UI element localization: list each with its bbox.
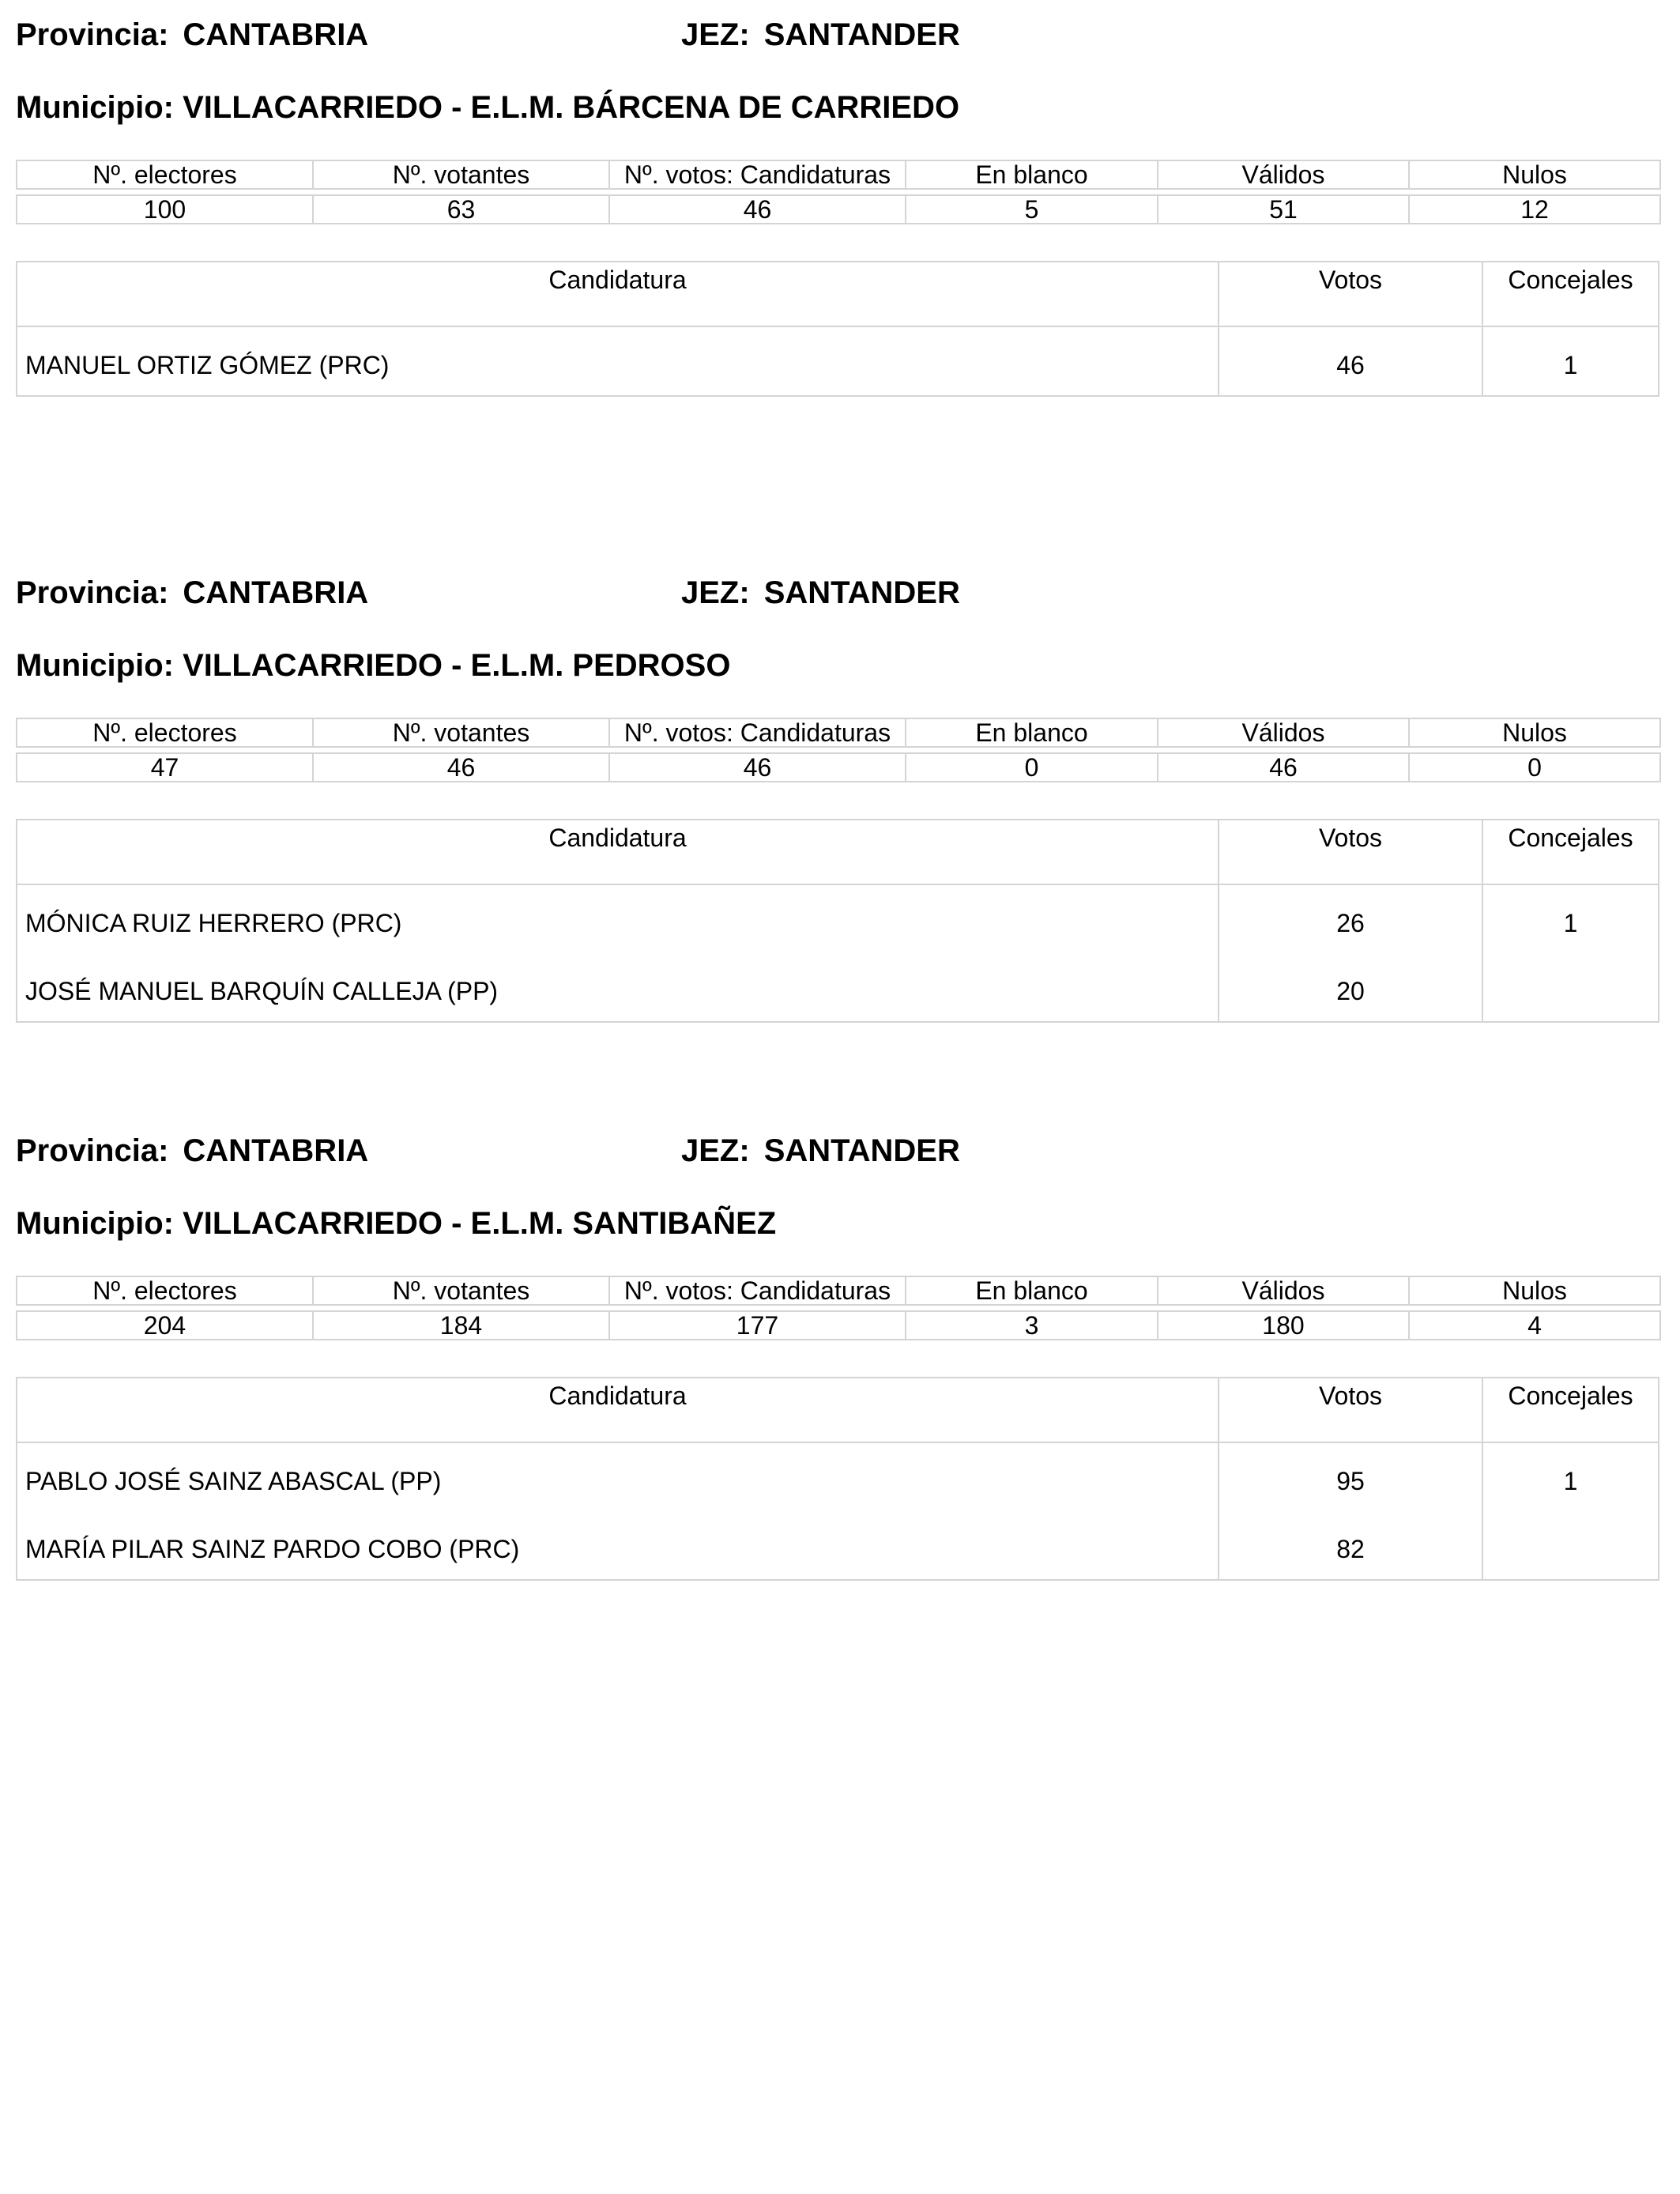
candidate-row [17, 953, 1658, 1021]
concejales-header: Concejales [1508, 266, 1633, 294]
summary-header-row [17, 160, 1660, 189]
result-block-barcena [16, 16, 1659, 522]
summary-header-cell: Nulos [1409, 718, 1660, 747]
candidatura-header: Candidatura [17, 820, 1219, 884]
jez-line [681, 574, 960, 612]
candidate-row [17, 1511, 1658, 1579]
provincia-label: Provincia: [16, 17, 169, 52]
provincia-label: Provincia: [16, 575, 169, 610]
summary-header-cell: Nº. votantes [313, 160, 609, 189]
candidates-header-row [17, 262, 1658, 327]
provincia-value: CANTABRIA [183, 575, 369, 610]
votos-header: Votos [1219, 820, 1483, 884]
summary-header-cell: Nº. votantes [313, 1276, 609, 1305]
summary-value-cell: 63 [313, 195, 609, 224]
jez-value: SANTANDER [763, 17, 960, 52]
jez-line [681, 16, 960, 54]
provincia-line [16, 574, 368, 612]
municipio-line [16, 1204, 776, 1242]
summary-value-row [17, 753, 1660, 782]
candidate-name: MÓNICA RUIZ HERRERO (PRC) [17, 885, 1219, 953]
summary-header-cell: Nº. electores [17, 1276, 313, 1305]
summary-header-cell: Nulos [1409, 160, 1660, 189]
summary-header-cell: En blanco [906, 160, 1158, 189]
candidate-row [17, 885, 1658, 953]
candidates-header-row [17, 1378, 1658, 1443]
summary-value-cell: 46 [313, 753, 609, 782]
concejales-header: Concejales [1508, 824, 1633, 852]
summary-header-cell: Nº. votos: Candidaturas [609, 1276, 906, 1305]
provincia-line [16, 16, 368, 54]
summary-value-cell: 5 [906, 195, 1158, 224]
candidate-concejales: 1 [1563, 351, 1578, 379]
summary-value-cell: 184 [313, 1311, 609, 1340]
summary-table [16, 718, 1661, 782]
summary-value-cell: 4 [1409, 1311, 1660, 1340]
candidate-concejales: 1 [1563, 909, 1578, 937]
summary-header-cell: Nº. votantes [313, 718, 609, 747]
summary-header-cell: Válidos [1158, 1276, 1409, 1305]
result-block-santibanez [16, 1132, 1659, 1638]
candidatura-header: Candidatura [17, 262, 1219, 326]
summary-value-cell: 0 [906, 753, 1158, 782]
candidates-table [16, 819, 1659, 1023]
summary-value-cell: 100 [17, 195, 313, 224]
summary-value-cell: 0 [1409, 753, 1660, 782]
summary-value-row [17, 1311, 1660, 1340]
candidate-concejales [1483, 1511, 1658, 1579]
candidate-votes: 20 [1219, 953, 1483, 1021]
municipio-line [16, 647, 730, 684]
provincia-value: CANTABRIA [183, 17, 369, 52]
summary-value-cell: 51 [1158, 195, 1409, 224]
votos-header: Votos [1219, 1378, 1483, 1442]
summary-header-cell: Nº. votos: Candidaturas [609, 718, 906, 747]
jez-value: SANTANDER [763, 575, 960, 610]
candidatura-header: Candidatura [17, 1378, 1219, 1442]
provincia-label: Provincia: [16, 1133, 169, 1168]
candidate-name: PABLO JOSÉ SAINZ ABASCAL (PP) [17, 1443, 1219, 1511]
summary-header-cell: Nulos [1409, 1276, 1660, 1305]
candidate-name: JOSÉ MANUEL BARQUÍN CALLEJA (PP) [17, 953, 1219, 1021]
municipio-label: Municipio: [16, 1206, 174, 1241]
summary-value-cell: 177 [609, 1311, 906, 1340]
summary-header-cell: Válidos [1158, 718, 1409, 747]
candidate-votes: 82 [1219, 1511, 1483, 1579]
candidate-concejales: 1 [1563, 1467, 1578, 1495]
candidate-row [17, 327, 1658, 395]
summary-value-cell: 12 [1409, 195, 1660, 224]
summary-value-cell: 204 [17, 1311, 313, 1340]
candidate-votes: 26 [1219, 885, 1483, 953]
municipio-value: VILLACARRIEDO - E.L.M. BÁRCENA DE CARRIEDO [183, 90, 960, 125]
municipio-value: VILLACARRIEDO - E.L.M. PEDROSO [183, 648, 731, 683]
candidates-header-row [17, 820, 1658, 885]
candidate-name: MARÍA PILAR SAINZ PARDO COBO (PRC) [17, 1511, 1219, 1579]
summary-value-cell: 180 [1158, 1311, 1409, 1340]
candidate-votes: 95 [1219, 1443, 1483, 1511]
concejales-header: Concejales [1508, 1382, 1633, 1410]
summary-header-cell: Nº. electores [17, 718, 313, 747]
candidate-concejales [1483, 953, 1658, 1021]
summary-value-cell: 47 [17, 753, 313, 782]
jez-label: JEZ: [681, 17, 750, 52]
jez-value: SANTANDER [763, 1133, 960, 1168]
summary-value-row [17, 195, 1660, 224]
provincia-value: CANTABRIA [183, 1133, 369, 1168]
summary-value-cell: 46 [609, 753, 906, 782]
summary-value-cell: 46 [609, 195, 906, 224]
summary-table [16, 160, 1661, 224]
municipio-line [16, 89, 959, 126]
summary-header-cell: Nº. electores [17, 160, 313, 189]
candidate-votes: 46 [1219, 327, 1483, 395]
summary-table [16, 1276, 1661, 1340]
summary-value-cell: 3 [906, 1311, 1158, 1340]
municipio-label: Municipio: [16, 90, 174, 125]
municipio-label: Municipio: [16, 648, 174, 683]
summary-header-cell: En blanco [906, 1276, 1158, 1305]
summary-header-cell: En blanco [906, 718, 1158, 747]
summary-header-cell: Válidos [1158, 160, 1409, 189]
summary-header-cell: Nº. votos: Candidaturas [609, 160, 906, 189]
jez-label: JEZ: [681, 575, 750, 610]
candidates-table [16, 1377, 1659, 1581]
summary-value-cell: 46 [1158, 753, 1409, 782]
result-block-pedroso [16, 574, 1659, 1080]
candidates-table [16, 261, 1659, 397]
jez-label: JEZ: [681, 1133, 750, 1168]
jez-line [681, 1132, 960, 1170]
candidate-name: MANUEL ORTIZ GÓMEZ (PRC) [17, 327, 1219, 395]
municipio-value: VILLACARRIEDO - E.L.M. SANTIBAÑEZ [183, 1206, 777, 1241]
provincia-line [16, 1132, 368, 1170]
votos-header: Votos [1219, 262, 1483, 326]
summary-header-row [17, 718, 1660, 747]
summary-header-row [17, 1276, 1660, 1305]
candidate-row [17, 1443, 1658, 1511]
